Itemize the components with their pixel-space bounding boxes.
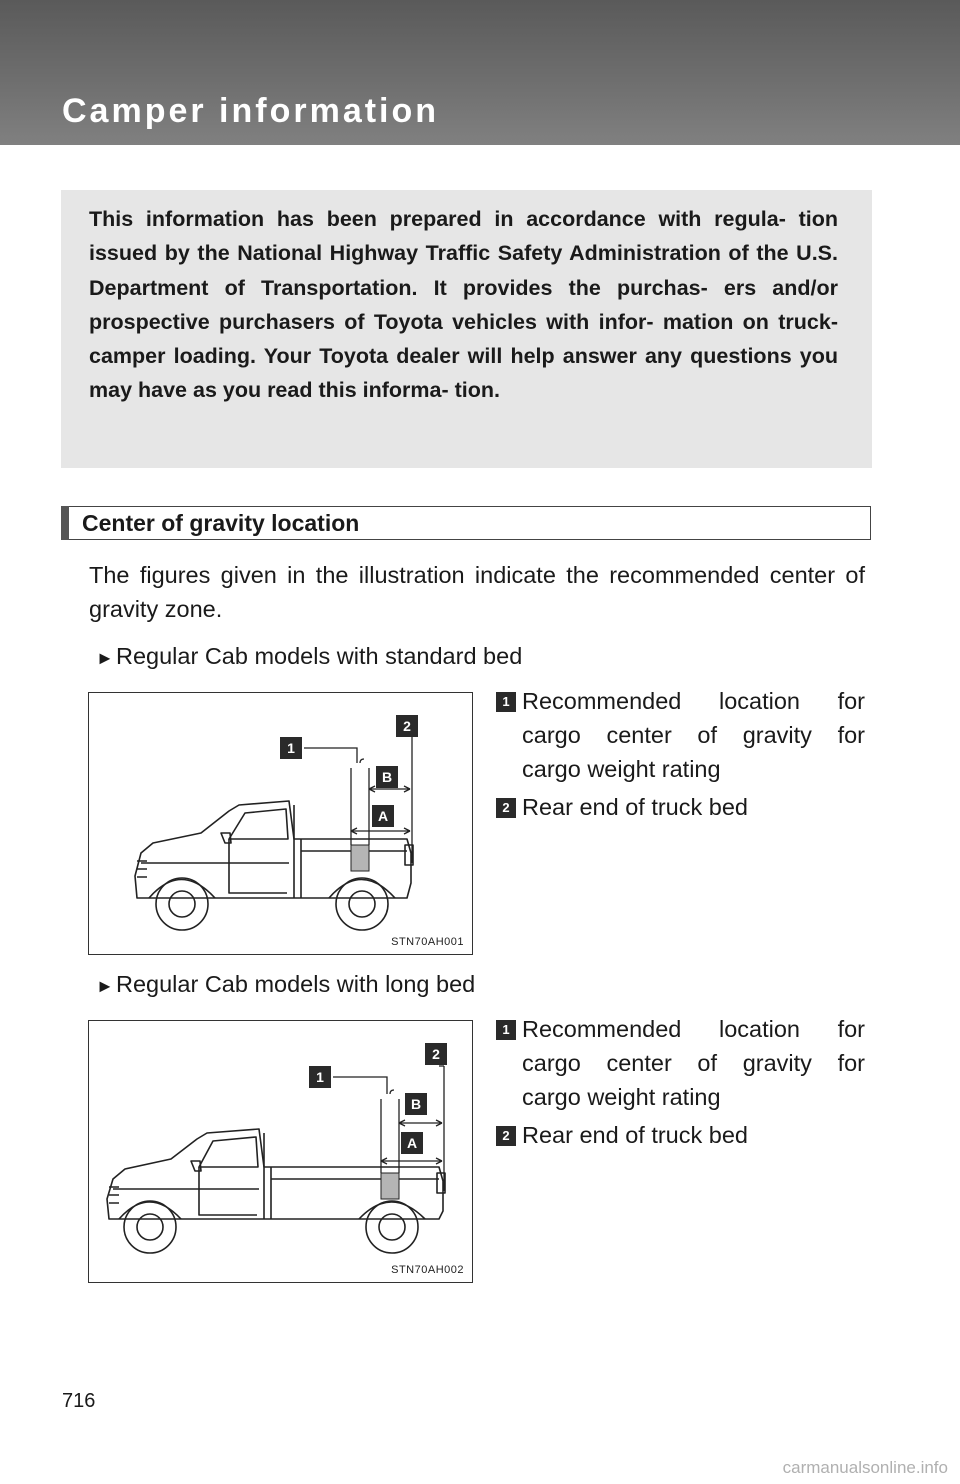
watermark: carmanualsonline.info (782, 1458, 948, 1477)
bullet-standard-bed (96, 643, 522, 670)
section-heading-text: Center of gravity location (82, 510, 360, 536)
legend-standard-bed (496, 684, 865, 828)
legend-item-2 (496, 790, 865, 824)
legend-number: 1 (496, 1020, 516, 1040)
legend-line: Rear end of truck bed (522, 794, 748, 820)
legend-line: Rear end of truck bed (522, 1122, 748, 1148)
bullet-text: Regular Cab models with long bed (116, 971, 476, 997)
legend-item-2 (496, 1118, 865, 1152)
figure-code: STN70AH001 (391, 936, 464, 948)
truck-illustration-long-bed (89, 1021, 472, 1282)
legend-long-bed (496, 1012, 865, 1156)
bullet-text: Regular Cab models with standard bed (116, 643, 523, 669)
page-title: Camper information (62, 92, 440, 130)
legend-line: cargo center of gravity for (522, 722, 865, 748)
callout-b: B (410, 1096, 422, 1112)
callout-1: 1 (287, 740, 295, 756)
callout-a: A (377, 808, 389, 824)
legend-number: 2 (496, 798, 516, 818)
intro-box (61, 190, 872, 468)
callout-b: B (381, 769, 393, 785)
figure-standard-bed (88, 692, 473, 955)
legend-line: cargo weight rating (522, 756, 721, 782)
section-heading (61, 506, 871, 540)
legend-line: cargo weight rating (522, 1084, 721, 1110)
callout-1: 1 (316, 1069, 324, 1085)
legend-line: Recommended location for (522, 1016, 865, 1042)
page-header (0, 0, 960, 145)
legend-line: Recommended location for (522, 688, 865, 714)
legend-number: 2 (496, 1126, 516, 1146)
legend-line: cargo center of gravity for (522, 1050, 865, 1076)
triangle-bullet-icon: ► (96, 976, 114, 996)
callout-2: 2 (432, 1046, 440, 1062)
section-body-text: The figures given in the illustration indicate the recommended center of gravity zone. (89, 562, 865, 622)
triangle-bullet-icon: ► (96, 648, 114, 668)
heading-bar (61, 506, 69, 540)
figure-long-bed (88, 1020, 473, 1283)
truck-illustration-standard-bed (89, 693, 472, 954)
page-number: 716 (62, 1390, 96, 1412)
callout-a: A (406, 1135, 418, 1151)
callout-2: 2 (403, 718, 411, 734)
intro-text: This information has been prepared in accordance with regula- tion issued by the National Highway Traffic Safety Administration of the U.S. Department of Transportation. It provides the purchas- ers and/or prospective purchasers of Toyota vehicles with infor- mation on truck-camper loading. Your Toyota dealer will help answer any questions you may have as you read this informa- tion. (89, 207, 838, 403)
legend-number: 1 (496, 692, 516, 712)
legend-item-1 (496, 684, 865, 786)
bullet-long-bed (96, 971, 475, 998)
legend-item-1 (496, 1012, 865, 1114)
figure-code: STN70AH002 (391, 1264, 464, 1276)
